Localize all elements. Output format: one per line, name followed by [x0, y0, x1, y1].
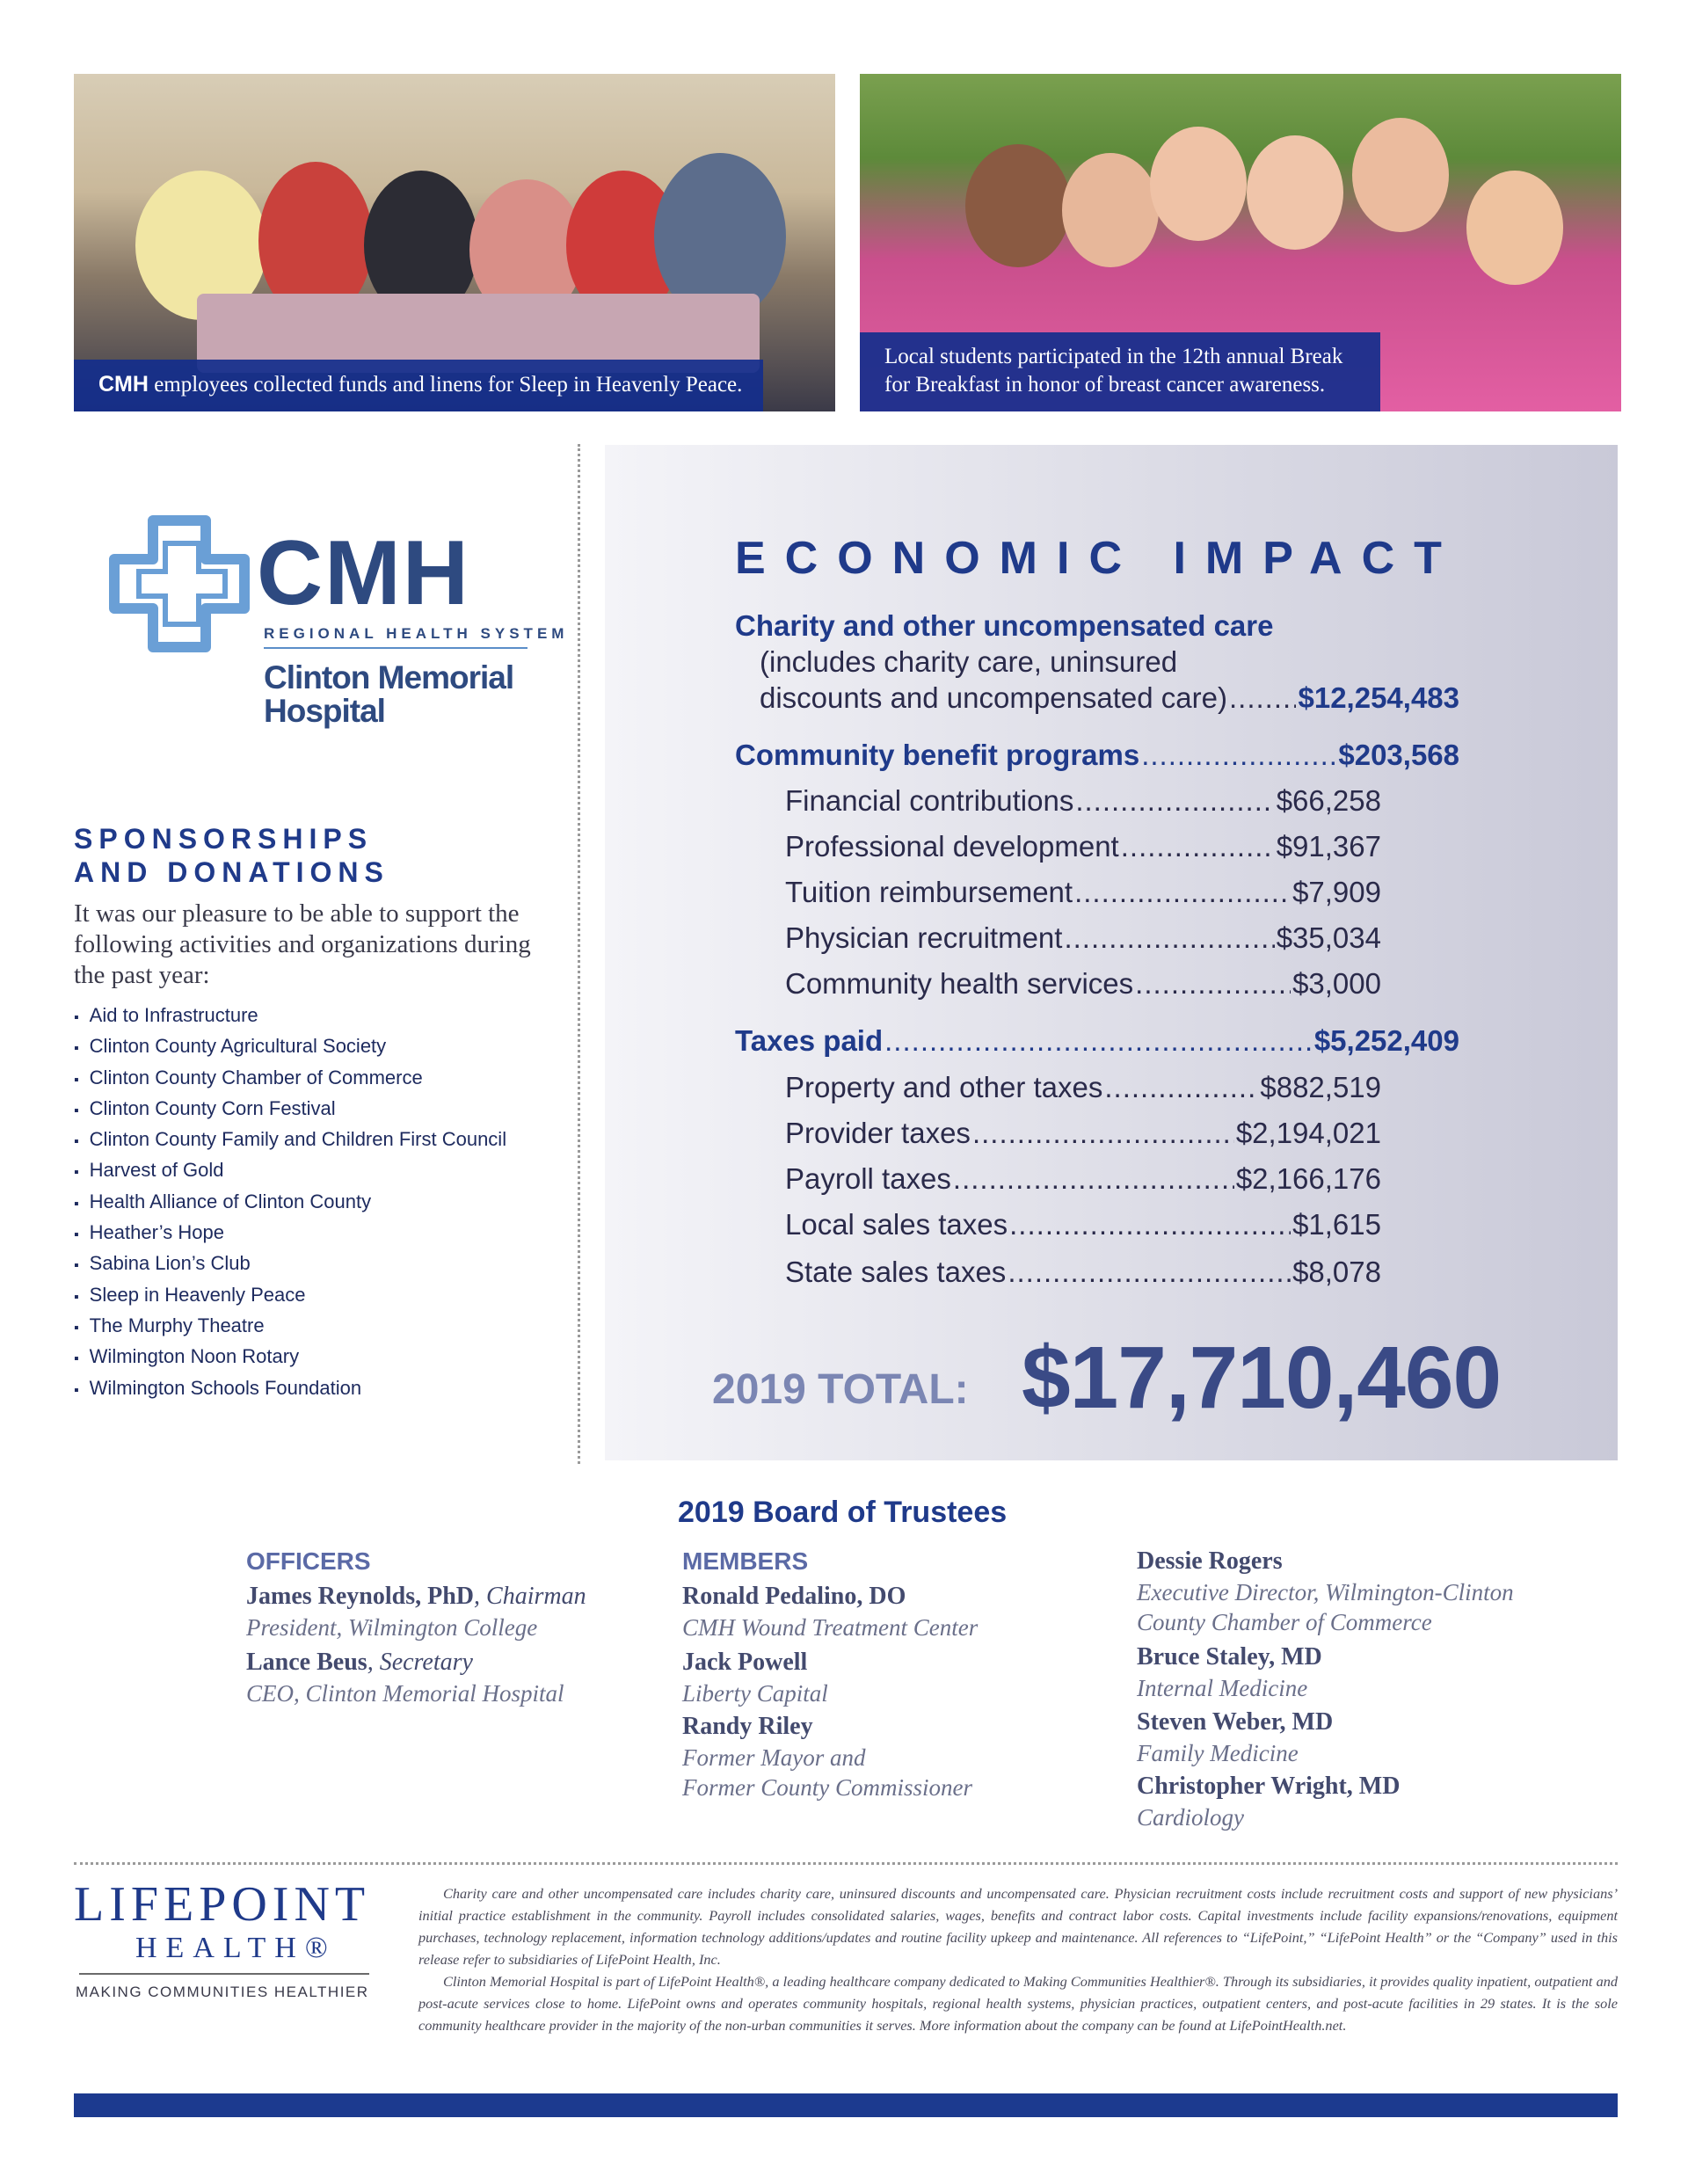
list-item: ▪ Heather’s Hope — [74, 1219, 506, 1249]
bottom-bar — [74, 2093, 1618, 2117]
community-item-line: Financial contributions ..... $66,258 — [785, 784, 1381, 818]
sponsorships-list — [74, 1001, 506, 1405]
sponsorships-intro: It was our pleasure to be able to support the following activities and organizations during the past year: — [74, 899, 531, 989]
photo-face — [965, 144, 1071, 267]
lifepoint-rule — [79, 1973, 369, 1975]
logo-rule — [264, 647, 528, 649]
member-title: County Chamber of Commerce — [1137, 1609, 1432, 1635]
member-name: Jack Powell — [682, 1649, 808, 1676]
list-item: ▪ Health Alliance of Clinton County — [74, 1188, 506, 1219]
lifepoint-tagline: MAKING COMMUNITIES HEALTHIER — [76, 1984, 369, 2000]
list-item: ▪ Wilmington Noon Rotary — [74, 1343, 506, 1373]
officers-heading: OFFICERS — [246, 1547, 371, 1575]
list-item: ▪ Clinton County Agricultural Society — [74, 1032, 506, 1063]
cmh-cross-logo-icon — [98, 513, 266, 654]
fine-print-paragraph: Charity care and other uncompensated care includes charity care, uninsured discounts and uncompensated care. Physician recruitment costs include recruitment costs and support of new physicians’ initial practice establishment in the community. Payroll includes consolidated salaries, wages, benefits and contract labor costs. Capital investments include facility expansions/renovations, equipment purchases, technology replacement, information technology additions/updates and routine facility upkeep and maintenance. All references to “LifePoint,” “LifePoint Health” or the “Company” used in this release refer to subsidiaries of LifePoint Health, Inc. — [418, 1885, 1618, 1968]
lifepoint-logo-health: HEALTH® — [135, 1932, 337, 1964]
member-title: CMH Wound Treatment Center — [682, 1614, 979, 1641]
charity-amount: $12,254,483 — [1298, 681, 1459, 714]
vertical-divider — [578, 444, 580, 1464]
member-title: Cardiology — [1137, 1804, 1245, 1831]
logo-hospital-name: Clinton Memorial Hospital — [264, 659, 514, 729]
member-title: Former Mayor and — [682, 1744, 866, 1771]
total-label: 2019 TOTAL: — [712, 1366, 969, 1413]
member-title: Liberty Capital — [682, 1680, 828, 1707]
photo-face — [1352, 118, 1449, 232]
photo-face — [1150, 127, 1247, 241]
community-item-line: Tuition reimbursement ..... $7,909 — [785, 876, 1381, 909]
community-item-line: Professional development ..... $91,367 — [785, 830, 1381, 863]
tax-item-line: State sales taxes ..... $8,078 — [785, 1256, 1381, 1289]
list-item: ▪ Clinton County Family and Children First Council — [74, 1125, 506, 1156]
member-name: Steven Weber, MD — [1137, 1708, 1334, 1736]
list-item: ▪ The Murphy Theatre — [74, 1312, 506, 1343]
economic-impact-title: ECONOMIC IMPACT — [735, 533, 1461, 584]
list-item: ▪ Sabina Lion’s Club — [74, 1249, 506, 1280]
list-item: ▪ Wilmington Schools Foundation — [74, 1374, 506, 1405]
tax-item-line: Local sales taxes ..... $1,615 — [785, 1208, 1381, 1241]
list-item: ▪ Aid to Infrastructure — [74, 1001, 506, 1032]
tax-item-line: Payroll taxes ..... $2,166,176 — [785, 1162, 1381, 1196]
tax-item-line: Provider taxes ..... $2,194,021 — [785, 1117, 1381, 1150]
charity-line: discounts and uncompensated care) ..... $12,254,483 — [760, 681, 1459, 715]
photo-employees-linens — [74, 74, 835, 411]
tax-item-line: Property and other taxes ..... $882,519 — [785, 1071, 1381, 1104]
officer-title: CEO, Clinton Memorial Hospital — [246, 1680, 564, 1707]
officer-name: Lance Beus, Secretary — [246, 1649, 473, 1676]
photo-caption-left: CMH employees collected funds and linens for Sleep in Heavenly Peace. — [74, 360, 763, 411]
charity-subtext: (includes charity care, uninsured — [760, 645, 1178, 678]
officer-name: James Reynolds, PhD, Chairman — [246, 1583, 586, 1610]
photo-caption-right: Local students participated in the 12th annual Break for Breakfast in honor of breast cancer awareness. — [860, 332, 1380, 411]
member-name: Dessie Rogers — [1137, 1547, 1283, 1575]
logo-system: REGIONAL HEALTH SYSTEM — [264, 625, 569, 642]
member-title: Former County Commissioner — [682, 1774, 972, 1801]
member-name: Randy Riley — [682, 1713, 813, 1740]
list-item: ▪ Sleep in Heavenly Peace — [74, 1281, 506, 1312]
fine-print-paragraph: Clinton Memorial Hospital is part of LifePoint Health®, a leading healthcare company dedicated to Making Communities Healthier®. Through its subsidiaries, it provides quality inpatient, outpatient and post-acute services close to home. LifePoint owns and operates community hospitals, regional health systems, physician practices, outpatient centers, and post-acute facilities in 29 states. It is the sole community healthcare provider in the majority of the non-urban communities it serves. More information about the company can be found at LifePointHealth.net. — [418, 1973, 1618, 2034]
photo-face — [1466, 171, 1563, 285]
logo-abbr: CMH — [257, 522, 470, 624]
fine-print — [418, 1882, 1618, 2036]
list-item: ▪ Clinton County Chamber of Commerce — [74, 1064, 506, 1095]
member-title: Family Medicine — [1137, 1740, 1299, 1766]
footer-divider — [74, 1862, 1618, 1865]
member-name: Ronald Pedalino, DO — [682, 1583, 906, 1610]
members-heading: MEMBERS — [682, 1547, 809, 1575]
sponsorships-title: SPONSORSHIPS AND DONATIONS — [74, 823, 389, 888]
list-item: ▪ Harvest of Gold — [74, 1156, 506, 1187]
photo-students-breakfast — [860, 74, 1621, 411]
lifepoint-logo: LIFEPOINT — [74, 1877, 371, 1932]
total-value: $17,710,460 — [1022, 1329, 1502, 1427]
charity-heading: Charity and other uncompensated care — [735, 609, 1274, 642]
member-title: Internal Medicine — [1137, 1675, 1308, 1701]
member-title: Executive Director, Wilmington-Clinton — [1137, 1579, 1514, 1605]
member-name: Christopher Wright, MD — [1137, 1773, 1401, 1800]
officer-title: President, Wilmington College — [246, 1614, 538, 1641]
community-heading-line: Community benefit programs ..... $203,568 — [735, 739, 1459, 772]
taxes-heading-line: Taxes paid ..... $5,252,409 — [735, 1024, 1459, 1058]
taxes-amount: $5,252,409 — [1313, 1024, 1459, 1057]
board-title: 2019 Board of Trustees — [678, 1496, 1008, 1529]
community-amount: $203,568 — [1338, 739, 1459, 771]
photo-face — [1247, 135, 1343, 250]
member-name: Bruce Staley, MD — [1137, 1643, 1322, 1671]
list-item: ▪ Clinton County Corn Festival — [74, 1095, 506, 1125]
photo-face — [1062, 153, 1159, 267]
community-item-line: Physician recruitment ..... $35,034 — [785, 921, 1381, 955]
community-item-line: Community health services ..... $3,000 — [785, 967, 1381, 1001]
